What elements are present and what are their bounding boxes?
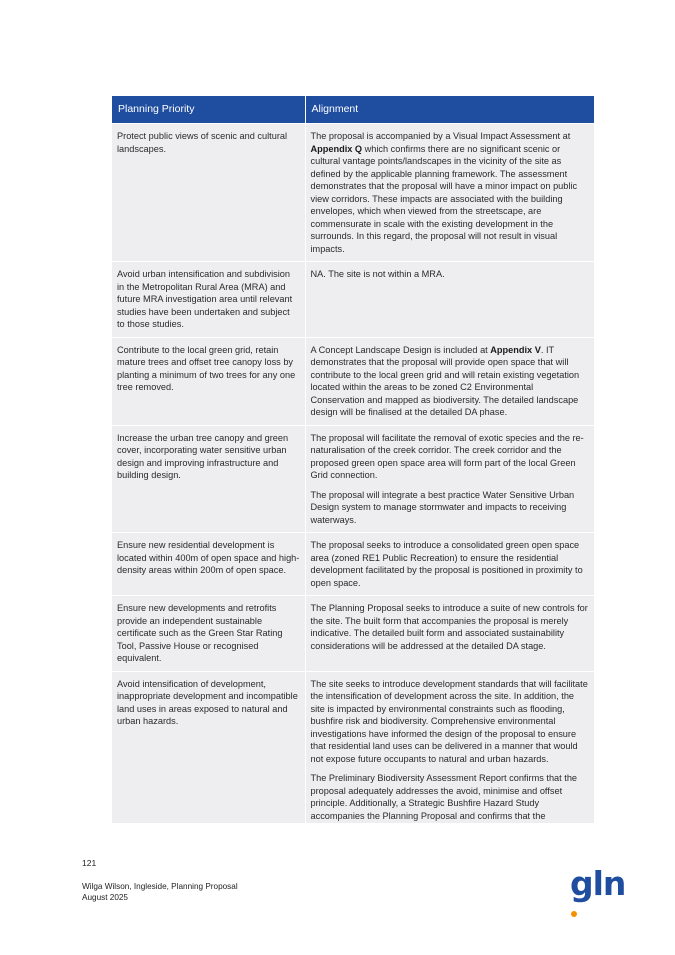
gln-logo [570,864,632,908]
alignment-paragraph [311,602,590,652]
alignment-cell [305,425,594,533]
planning-priority-cell: Avoid intensification of development, inappropriate development and incompatible land uses in areas exposed to natural and urban hazards. [112,671,305,823]
page-number: 121 [82,858,97,868]
alignment-cell [305,596,594,672]
alignment-paragraph [311,344,590,419]
alignment-paragraph [311,432,590,482]
alignment-text: A Concept Landscape Design is included at [310,344,491,355]
alignment-text: The site seeks to introduce development standards that will facilitate the intensification of development across the site. In addition, the site is impacted by environmental constraints such as flooding, bushfire risk and biodiversity. Comprehensive environmental investigations have informed the design of the proposal to ensure that residential land uses can be delivered in a manner that would not expose future occupants to natural and urban hazards. [310,678,588,764]
planning-priority-cell: Increase the urban tree canopy and green cover, incorporating water sensitive urban design and improving infrastructure and building design. [112,425,305,533]
alignment-paragraph [311,489,590,527]
alignment-cell [305,671,594,823]
alignment-paragraph [311,678,590,766]
table-header-row [112,96,594,124]
alignment-text: The Preliminary Biodiversity Assessment Report confirms that the proposal adequately addresses the avoid, minimise and offset principle. Additionally, a Strategic Bushfire Hazard Study accompanies the Planning Proposal and confirms that the [310,773,578,821]
table-row [112,533,594,596]
table-row [112,596,594,672]
planning-priority-cell: Ensure new residential development is located within 400m of open space and high-density areas within 200m of open space. [112,533,305,596]
table-body [112,124,594,824]
logo-wordmark: gln [570,864,626,903]
header-alignment: Alignment [305,96,594,124]
table-row [112,425,594,533]
table-row [112,262,594,338]
logo-dot [571,911,577,917]
planning-priority-cell: Avoid urban intensification and subdivision in the Metropolitan Rural Area (MRA) and future MRA investigation area until relevant studies have been undertaken and subject to those studies. [112,262,305,338]
alignment-paragraph [311,772,590,822]
alignment-cell [305,262,594,338]
alignment-text: which confirms there are no significant scenic or cultural vantage points/landscapes in the vicinity of the site as defined by the applicable planning framework. The assessment demonstrates that the proposal will have a minor impact on public view corridors. These impacts are associated with the building envelopes, which when viewed from the streetscape, are commensurate in scale with the existing development in the surrounds. In this regard, the proposal will not result in visual impacts. [310,143,578,254]
alignment-text: . IT demonstrates that the proposal will provide open space that will contribute to the local green grid and will retain existing vegetation located within the areas to be zoned C2 Environmental Conservation and mapped as biodiversity. The detailed landscape design will be finalised at the detailed DA phase. [310,344,580,417]
planning-priority-cell: Protect public views of scenic and cultural landscapes. [112,124,305,262]
footer-document-title: Wilga Wilson, Ingleside, Planning Proposal [82,882,238,891]
footer-date: August 2025 [82,893,128,902]
alignment-cell [305,124,594,262]
planning-priority-cell: Ensure new developments and retrofits provide an independent sustainable certificate such as the Green Star Rating Tool, Passive House or recognised equivalent. [112,596,305,672]
planning-priority-cell: Contribute to the local green grid, retain mature trees and offset tree canopy loss by planting a minimum of two trees for any one tree removed. [112,337,305,425]
alignment-cell [305,337,594,425]
alignment-text: The proposal is accompanied by a Visual Impact Assessment at [310,131,571,141]
planning-priority-table [112,96,594,823]
alignment-paragraph [311,130,590,255]
alignment-text: The proposal will integrate a best practice Water Sensitive Urban Design system to manage stormwater and impacts to receiving waterways. [310,489,575,525]
table-row [112,671,594,823]
alignment-text: The proposal seeks to introduce a consolidated green open space area (zoned RE1 Public Recreation) to ensure the residential development facilitated by the proposal is positioned in proximity to open space. [310,540,583,588]
alignment-cell [305,533,594,596]
appendix-reference: Appendix V [490,344,541,355]
table-row [112,337,594,425]
document-footer [82,881,238,903]
alignment-text: NA. The site is not within a MRA. [310,269,445,279]
header-planning-priority: Planning Priority [112,96,305,124]
appendix-reference: Appendix Q [310,143,363,154]
alignment-text: The proposal will facilitate the removal of exotic species and the re-naturalisation of the creek corridor. The creek corridor and the proposed green open space area will form part of the local Green Grid connection. [310,432,584,480]
alignment-paragraph [311,539,590,589]
table-row [112,124,594,262]
alignment-paragraph [311,268,590,281]
alignment-text: The Planning Proposal seeks to introduce a suite of new controls for the site. The built form that accompanies the proposal is merely indicative. The detailed built form and associated sustainability considerations will be addressed at the detailed DA stage. [310,603,588,651]
